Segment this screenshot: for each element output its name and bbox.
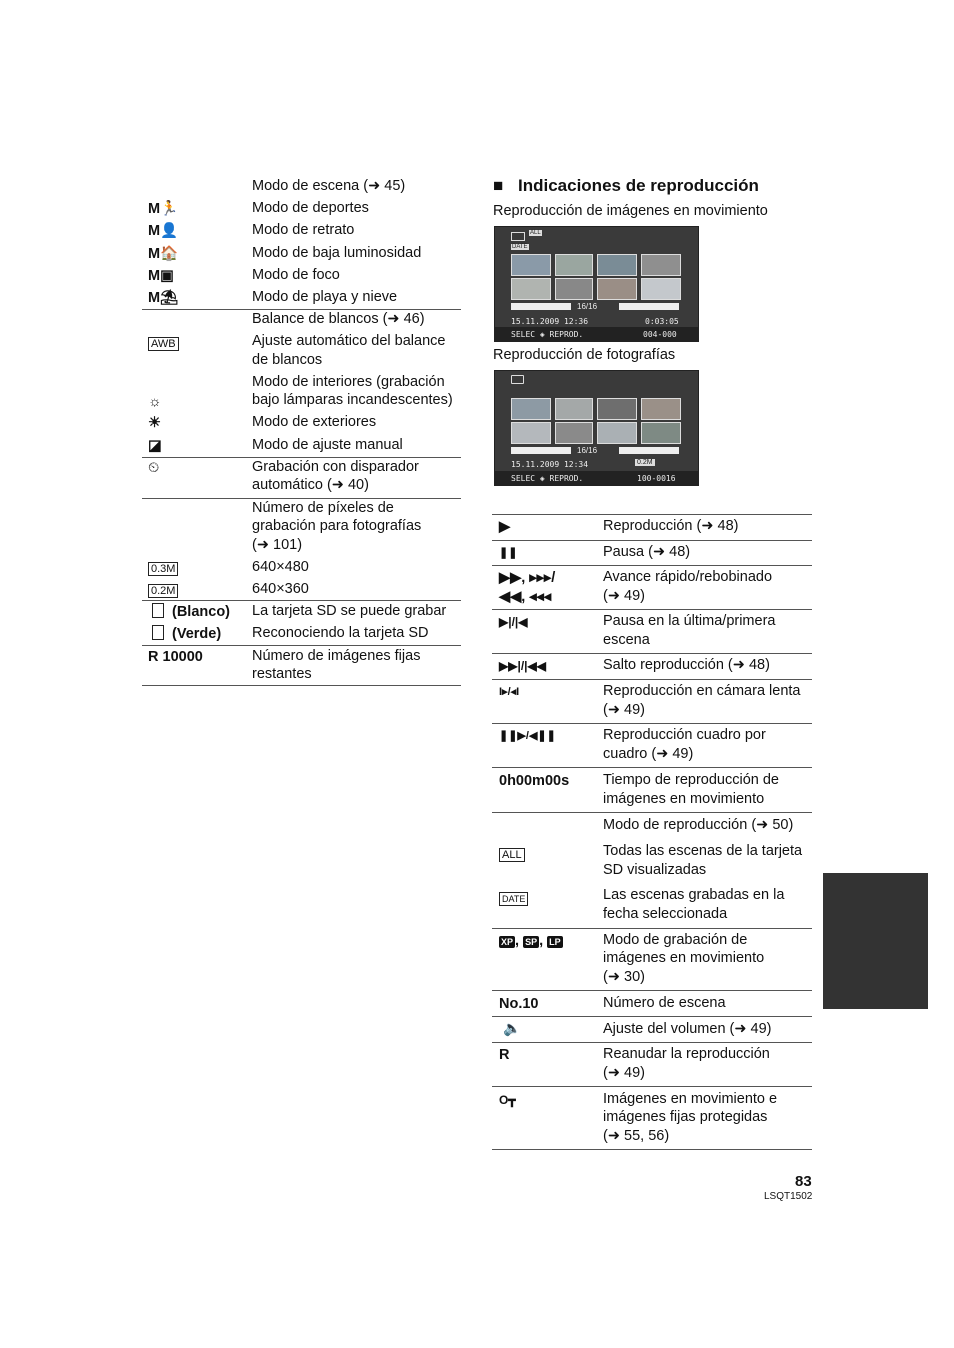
photo-bottom-bar: SELEC ◈ REPROD. (511, 474, 584, 483)
left-row-text: La tarjeta SD se puede grabar (252, 603, 447, 619)
video-mode-icon (511, 232, 525, 241)
photo-playback-screen (494, 370, 699, 486)
left-row-text: de blancos (252, 352, 323, 368)
volume-icon: 🔈 (503, 1021, 522, 1037)
left-row-text: Modo de foco (252, 267, 340, 283)
heading-marker: ■ (493, 176, 504, 195)
photo-date: 15.11.2009 12:34 (511, 460, 589, 469)
right-row-text: Número de escena (603, 995, 726, 1011)
left-row-text: Modo de ajuste manual (252, 437, 403, 453)
right-row-text: Avance rápido/rebobinado (603, 569, 773, 585)
playback-time-label: 0h00m00s (499, 773, 570, 789)
play-icon: ▶ (499, 519, 511, 535)
next-page-button[interactable] (619, 303, 679, 310)
sunny-icon: ☀ (148, 415, 161, 431)
divider (492, 1149, 812, 1150)
thumbnail[interactable] (555, 254, 593, 276)
remaining-count-label: R 10000 (148, 649, 203, 665)
spotlight-mode-icon: M▣ (148, 268, 174, 284)
camera-icon (511, 375, 524, 384)
scene-number-label: No.10 (499, 996, 539, 1012)
thumbnail[interactable] (511, 422, 551, 444)
xp-icon: XP (501, 937, 514, 947)
manual-white-balance-icon: ◪ (148, 438, 162, 454)
right-row-text: Tiempo de reproducción de (603, 772, 779, 788)
left-row-text: bajo lámparas incandescentes) (252, 392, 453, 408)
prev-page-button[interactable] (511, 303, 571, 310)
date-badge: DATE (512, 244, 528, 250)
thumbnail[interactable] (641, 398, 681, 420)
divider (492, 1042, 812, 1043)
right-row-text: Ajuste del volumen (➜ 49) (603, 1021, 772, 1037)
low-light-mode-icon: M🏠 (148, 246, 179, 262)
divider (492, 540, 812, 541)
thumbnail[interactable] (597, 278, 637, 300)
right-row-text: (➜ 55, 56) (603, 1128, 670, 1144)
pause-icon: ❚❚ (499, 547, 518, 559)
right-row-text: fecha seleccionada (603, 906, 728, 922)
divider (492, 1086, 812, 1087)
thumbnail[interactable] (511, 278, 551, 300)
photo-size-badge: 0.2M (637, 459, 653, 466)
left-row-text: (➜ 101) (252, 537, 303, 553)
video-playback-screen (494, 226, 699, 342)
right-row-text: Reproducción (➜ 48) (603, 518, 739, 534)
rewind-icon: ◀◀, ◂◂◂ (499, 589, 552, 605)
sd-white-label: (Blanco) (172, 604, 230, 620)
all-icon: ALL (499, 848, 525, 862)
sd-card-icon (152, 603, 164, 618)
right-row-text: Modo de grabación de (603, 932, 748, 948)
left-row-text: Ajuste automático del balance (252, 333, 446, 349)
sd-green-label: (Verde) (172, 626, 222, 642)
divider (492, 767, 812, 768)
left-row-text: Reconociendo la tarjeta SD (252, 625, 429, 641)
slow-motion-icon: I▸/◂I (499, 686, 520, 698)
divider (492, 653, 812, 654)
divider (492, 514, 812, 515)
divider (492, 990, 812, 991)
thumbnail[interactable] (555, 422, 593, 444)
resolution-02m-icon: 0.2M (148, 584, 178, 598)
divider (142, 685, 461, 686)
thumbnail[interactable] (597, 422, 637, 444)
lp-icon: LP (549, 937, 561, 947)
left-row-text: Número de píxeles de (252, 500, 394, 516)
photo-counter: 16/16 (577, 446, 598, 455)
beach-snow-mode-icon: M⛱ (148, 290, 179, 306)
divider (142, 645, 461, 646)
right-row-text: Modo de reproducción (➜ 50) (603, 817, 794, 833)
divider (142, 600, 461, 601)
recording-mode-icons: XP , SP , LP (501, 933, 561, 949)
left-row-text: Balance de blancos (➜ 46) (252, 311, 425, 327)
side-tab (823, 873, 928, 1009)
right-row-text: escena (603, 632, 650, 648)
resume-label: R (499, 1047, 510, 1063)
left-row-text: Modo de exteriores (252, 414, 377, 430)
video-bottom-bar: SELEC ◈ REPROD. (511, 330, 584, 339)
thumbnail[interactable] (555, 278, 593, 300)
right-row-text: (➜ 49) (603, 588, 645, 604)
right-row-text: Pausa en la última/primera (603, 613, 776, 629)
resolution-03m-icon: 0.3M (148, 562, 178, 576)
sd-card-icon (152, 625, 164, 640)
left-row-text: Modo de baja luminosidad (252, 245, 422, 261)
thumbnail[interactable] (641, 278, 681, 300)
divider (492, 679, 812, 680)
caption-photo: Reproducción de fotografías (493, 347, 676, 363)
right-row-text: Imágenes en movimiento e (603, 1091, 778, 1107)
portrait-mode-icon: M👤 (148, 223, 179, 239)
doc-code: LSQT1502 (764, 1191, 813, 1202)
awb-icon: AWB (148, 337, 179, 351)
left-row-text: Modo de escena (➜ 45) (252, 178, 406, 194)
left-row-text: Modo de deportes (252, 200, 369, 216)
thumbnail[interactable] (641, 422, 681, 444)
prev-page-button[interactable] (511, 447, 571, 454)
thumbnail[interactable] (597, 254, 637, 276)
right-row-text: Reproducción en cámara lenta (603, 683, 801, 699)
right-row-text: Salto reproducción (➜ 48) (603, 657, 770, 673)
divider (492, 1016, 812, 1017)
right-row-text: imágenes en movimiento (603, 950, 765, 966)
divider (492, 812, 812, 813)
right-row-text: Reproducción cuadro por (603, 727, 766, 743)
left-row-text: Modo de interiores (grabación (252, 374, 445, 390)
pause-last-first-icon: ▶|/|◀ (499, 615, 528, 629)
frame-by-frame-icon: ❚❚▶/◀❚❚ (499, 730, 556, 742)
left-row-text: Número de imágenes fijas (252, 648, 421, 664)
thumbnail[interactable] (511, 254, 551, 276)
right-row-text: SD visualizadas (603, 862, 707, 878)
left-row-text: 640×480 (252, 559, 309, 575)
left-row-text: grabación para fotografías (252, 518, 422, 534)
left-row-text: automático (➜ 40) (252, 477, 369, 493)
right-row-text: imágenes en movimiento (603, 791, 765, 807)
divider (492, 609, 812, 610)
right-row-text: Reanudar la reproducción (603, 1046, 770, 1062)
left-row-text: Grabación con disparador (252, 459, 419, 475)
right-row-text: Todas las escenas de la tarjeta (603, 843, 803, 859)
protect-key-icon: O┳ (499, 1093, 516, 1107)
right-row-text: (➜ 49) (603, 1065, 645, 1081)
date-icon: DATE (499, 892, 528, 906)
caption-video: Reproducción de imágenes en movimiento (493, 203, 768, 219)
fast-forward-icon: ▶▶, ▸▸▸/ (499, 570, 556, 586)
video-time: 0:03:05 (645, 317, 679, 326)
right-row-text: (➜ 49) (603, 702, 645, 718)
video-date: 15.11.2009 12:36 (511, 317, 589, 326)
right-row-text: Las escenas grabadas en la (603, 887, 785, 903)
thumbnail[interactable] (555, 398, 593, 420)
left-row-text: 640×360 (252, 581, 309, 597)
sports-mode-icon: M🏃 (148, 201, 179, 217)
section-heading: Indicaciones de reproducción (518, 176, 759, 195)
page-number: 83 (795, 1173, 812, 1190)
divider (492, 928, 812, 929)
thumbnail[interactable] (641, 254, 681, 276)
sp-icon: SP (525, 937, 538, 947)
video-number: 004-000 (643, 330, 677, 339)
divider (492, 565, 812, 566)
left-row-text: Modo de retrato (252, 222, 355, 238)
indoor-bulb-icon: ☼ (148, 394, 162, 410)
divider (492, 723, 812, 724)
right-row-text: imágenes fijas protegidas (603, 1109, 768, 1125)
right-row-text: cuadro (➜ 49) (603, 746, 694, 762)
self-timer-icon: ⏲ (148, 460, 160, 476)
right-row-text: (➜ 30) (603, 969, 645, 985)
left-row-text: Modo de playa y nieve (252, 289, 398, 305)
video-counter: 16/16 (577, 302, 598, 311)
thumbnail[interactable] (597, 398, 637, 420)
next-page-button[interactable] (619, 447, 679, 454)
skip-icon: ▶▶|/|◀◀ (499, 659, 546, 673)
right-row-text: Pausa (➜ 48) (603, 544, 691, 560)
all-badge: ALL (530, 230, 541, 236)
left-row-text: restantes (252, 666, 312, 682)
thumbnail[interactable] (511, 398, 551, 420)
photo-number: 100-0016 (637, 474, 676, 483)
